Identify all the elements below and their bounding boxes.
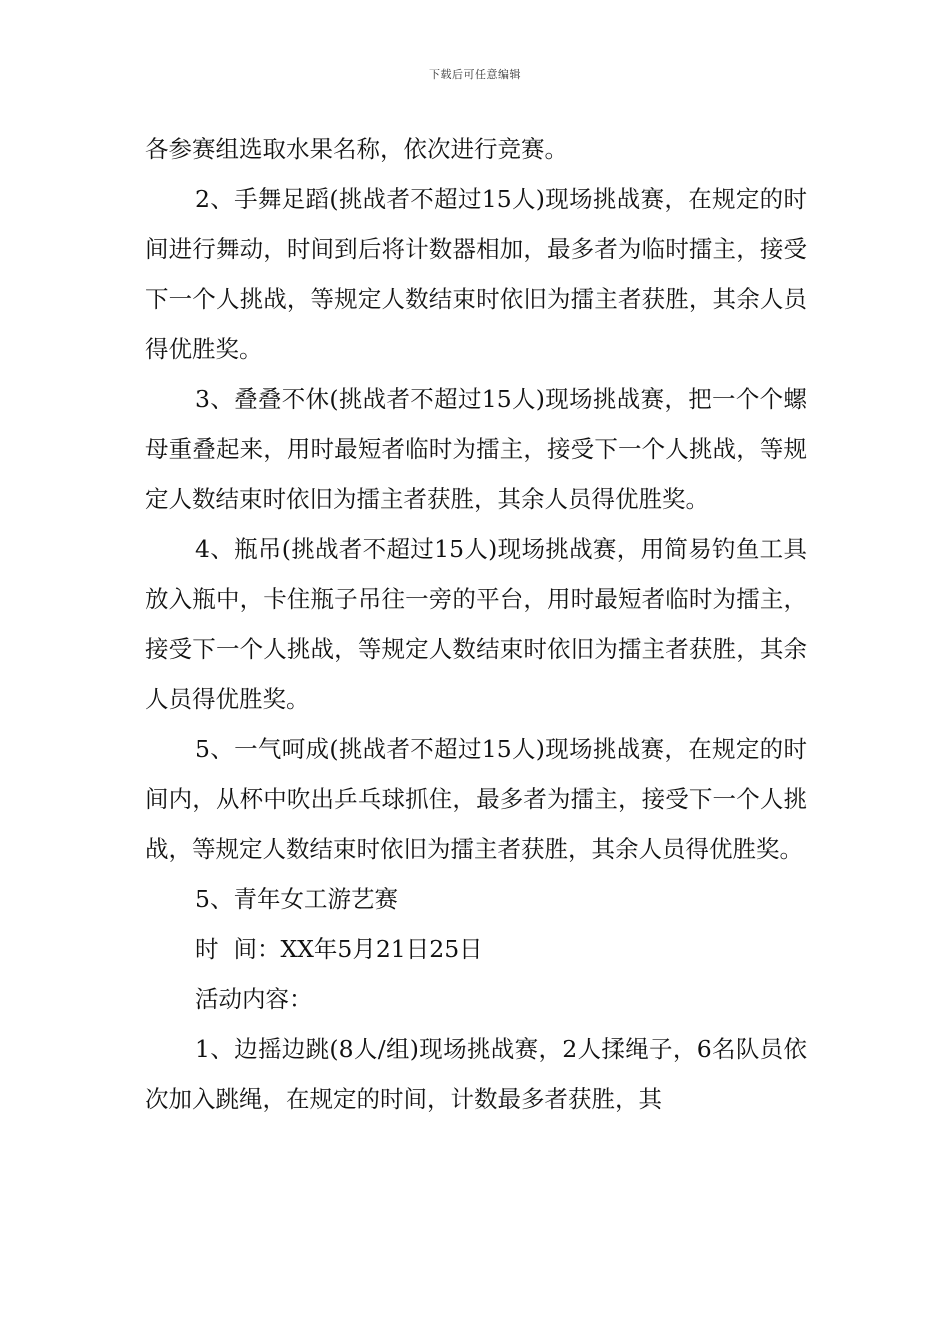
paragraph: 2、手舞足蹈(挑战者不超过15人)现场挑战赛，在规定的时间进行舞动，时间到后将计数器相加，最多者为临时擂主，接受下一个人挑战，等规定人数结束时依旧为擂主者获胜，其余人员得优胜奖。 [145,185,807,363]
paragraph: 5、青年女工游艺赛 [195,885,398,913]
paragraph: 时 间：XX年5月21日25日 [195,935,483,963]
paragraph: 1、边摇边跳(8人/组)现场挑战赛，2人揉绳子，6名队员依次加入跳绳，在规定的时间，计数最多者获胜，其 [145,1035,807,1113]
page-header: 下载后可任意编辑 [429,68,521,81]
document-body [145,124,807,1124]
paragraph: 活动内容： [195,985,313,1013]
paragraph: 4、瓶吊(挑战者不超过15人)现场挑战赛，用简易钓鱼工具放入瓶中，卡住瓶子吊往一旁的平台，用时最短者临时为擂主，接受下一个人挑战，等规定人数结束时依旧为擂主者获胜，其余人员得优胜奖。 [145,535,807,713]
paragraph: 3、叠叠不休(挑战者不超过15人)现场挑战赛，把一个个螺母重叠起来，用时最短者临时为擂主，接受下一个人挑战，等规定人数结束时依旧为擂主者获胜，其余人员得优胜奖。 [145,385,807,513]
paragraph: 5、一气呵成(挑战者不超过15人)现场挑战赛，在规定的时间内，从杯中吹出乒乓球抓住，最多者为擂主，接受下一个人挑战，等规定人数结束时依旧为擂主者获胜，其余人员得优胜奖。 [145,735,807,863]
paragraph: 各参赛组选取水果名称，依次进行竞赛。 [145,135,568,163]
